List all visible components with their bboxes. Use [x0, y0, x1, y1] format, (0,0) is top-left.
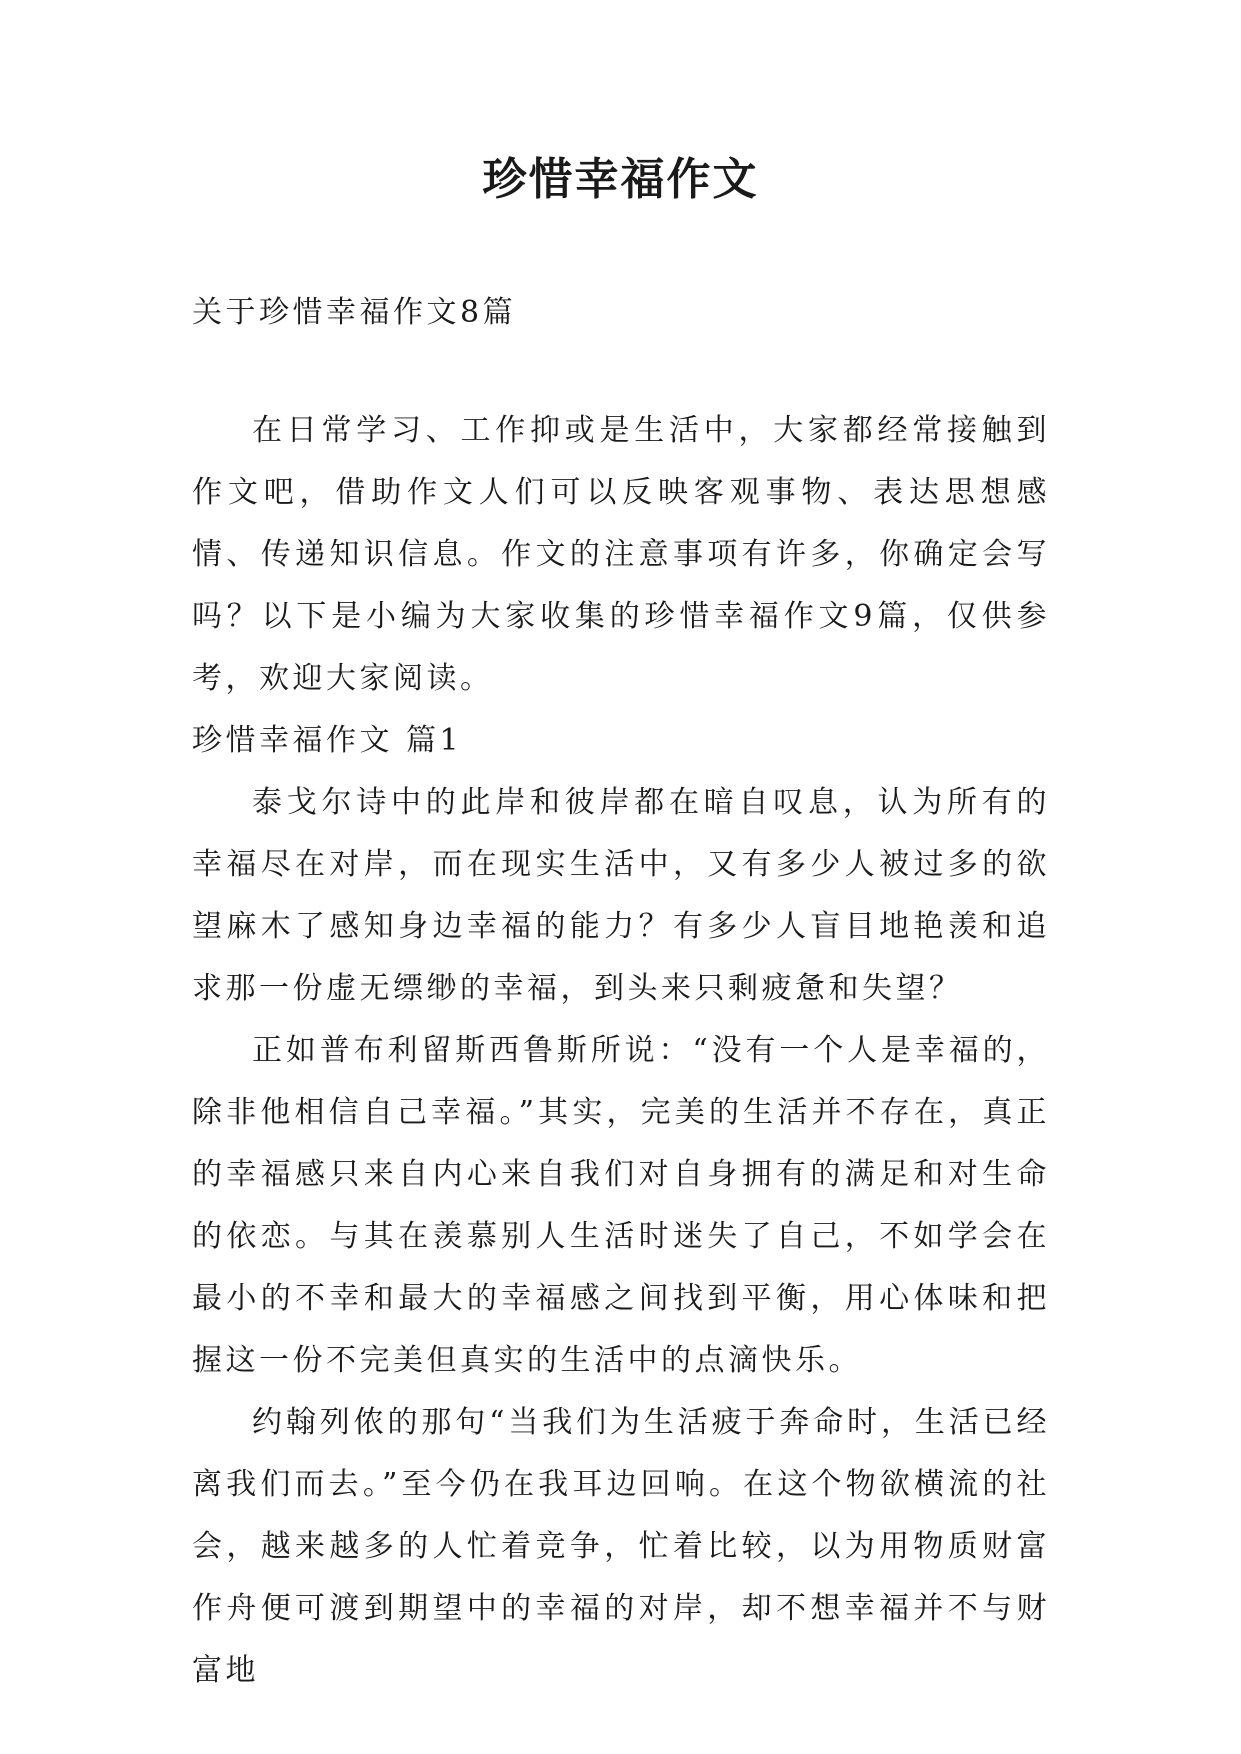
- document-subtitle: 关于珍惜幸福作文8篇: [192, 295, 517, 330]
- document-body: [192, 282, 1050, 1702]
- body-paragraph: 正如普布利留斯西鲁斯所说：“没有一个人是幸福的，除非他相信自己幸福。”其实，完美的生活并不存在，真正的幸福感只来自内心来自我们对自身拥有的满足和对生命的依恋。与其在羡慕别人生活时迷失了自己，不如学会在最小的不幸和最大的幸福感之间找到平衡，用心体味和把握这一份不完美但真实的生活中的点滴快乐。: [192, 1033, 1050, 1378]
- section-heading: 珍惜幸福作文 篇1: [192, 723, 463, 758]
- body-paragraph: 泰戈尔诗中的此岸和彼岸都在暗自叹息，认为所有的幸福尽在对岸，而在现实生活中，又有多少人被过多的欲望麻木了感知身边幸福的能力？有多少人盲目地艳羡和追求那一份虚无缥缈的幸福，到头来只剩疲惫和失望？: [192, 785, 1050, 1006]
- document-title: 珍惜幸福作文: [482, 154, 759, 205]
- intro-paragraph: 在日常学习、工作抑或是生活中，大家都经常接触到作文吧，借助作文人们可以反映客观事物、表达思想感情、传递知识信息。作文的注意事项有许多，你确定会写吗？以下是小编为大家收集的珍惜幸福作文9篇，仅供参考，欢迎大家阅读。: [192, 413, 1050, 696]
- body-paragraph: 约翰列侬的那句“当我们为生活疲于奔命时，生活已经离我们而去。”至今仍在我耳边回响。在这个物欲横流的社会，越来越多的人忙着竞争，忙着比较，以为用物质财富作舟便可渡到期望中的幸福的对岸，却不想幸福并不与财富地: [192, 1405, 1050, 1688]
